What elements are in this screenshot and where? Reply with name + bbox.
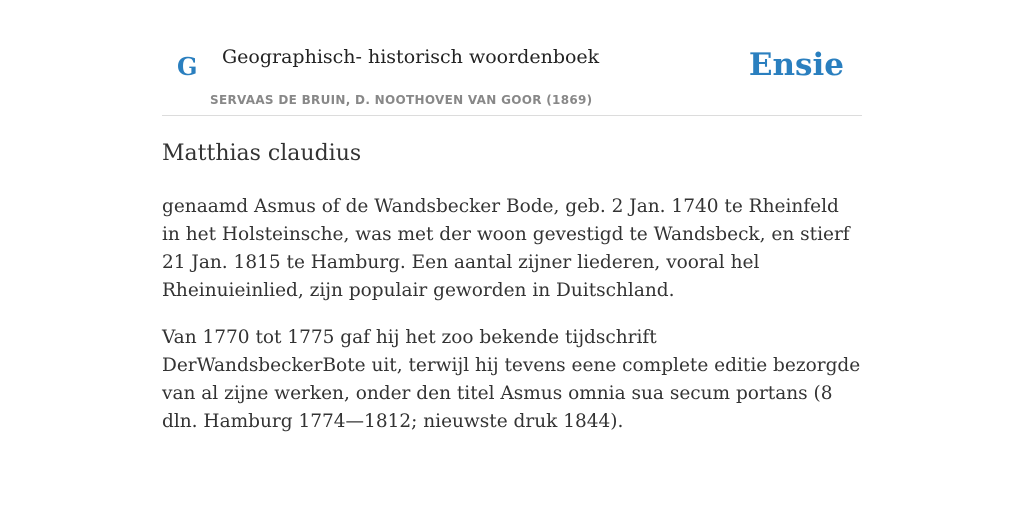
entry-paragraph: Van 1770 tot 1775 gaf hij het zoo bekende tijdschrift DerWandsbeckerBote uit, terwijl hij tevens eene complete editie bezorgde van al zijne werken, onder den titel Asmus omnia sua secum portans (8 dln. Hamburg 1774—1812; nieuwste druk 1844). [162,326,861,432]
ensie-logo[interactable]: Ensie [748,47,844,83]
book-title-link[interactable]: Geographisch- historisch woordenboek [222,46,600,68]
entry-title: Matthias claudius [162,141,362,166]
book-header [162,40,862,116]
book-letter-icon[interactable]: G [177,52,198,81]
book-authors: SERVAAS DE BRUIN, D. NOOTHOVEN VAN GOOR (1869) [210,93,593,107]
entry-card [162,40,862,455]
entry-body [162,193,862,436]
entry-paragraph: genaamd Asmus of de Wandsbecker Bode, geb. 2 Jan. 1740 te Rheinfeld in het Holsteinsche, was met der woon gevestigd te Wandsbeck, en stierf 21 Jan. 1815 te Hamburg. Een aantal zijner liederen, vooral hel Rheinuieinlied, zijn populair geworden in Duitschland. [162,195,850,301]
